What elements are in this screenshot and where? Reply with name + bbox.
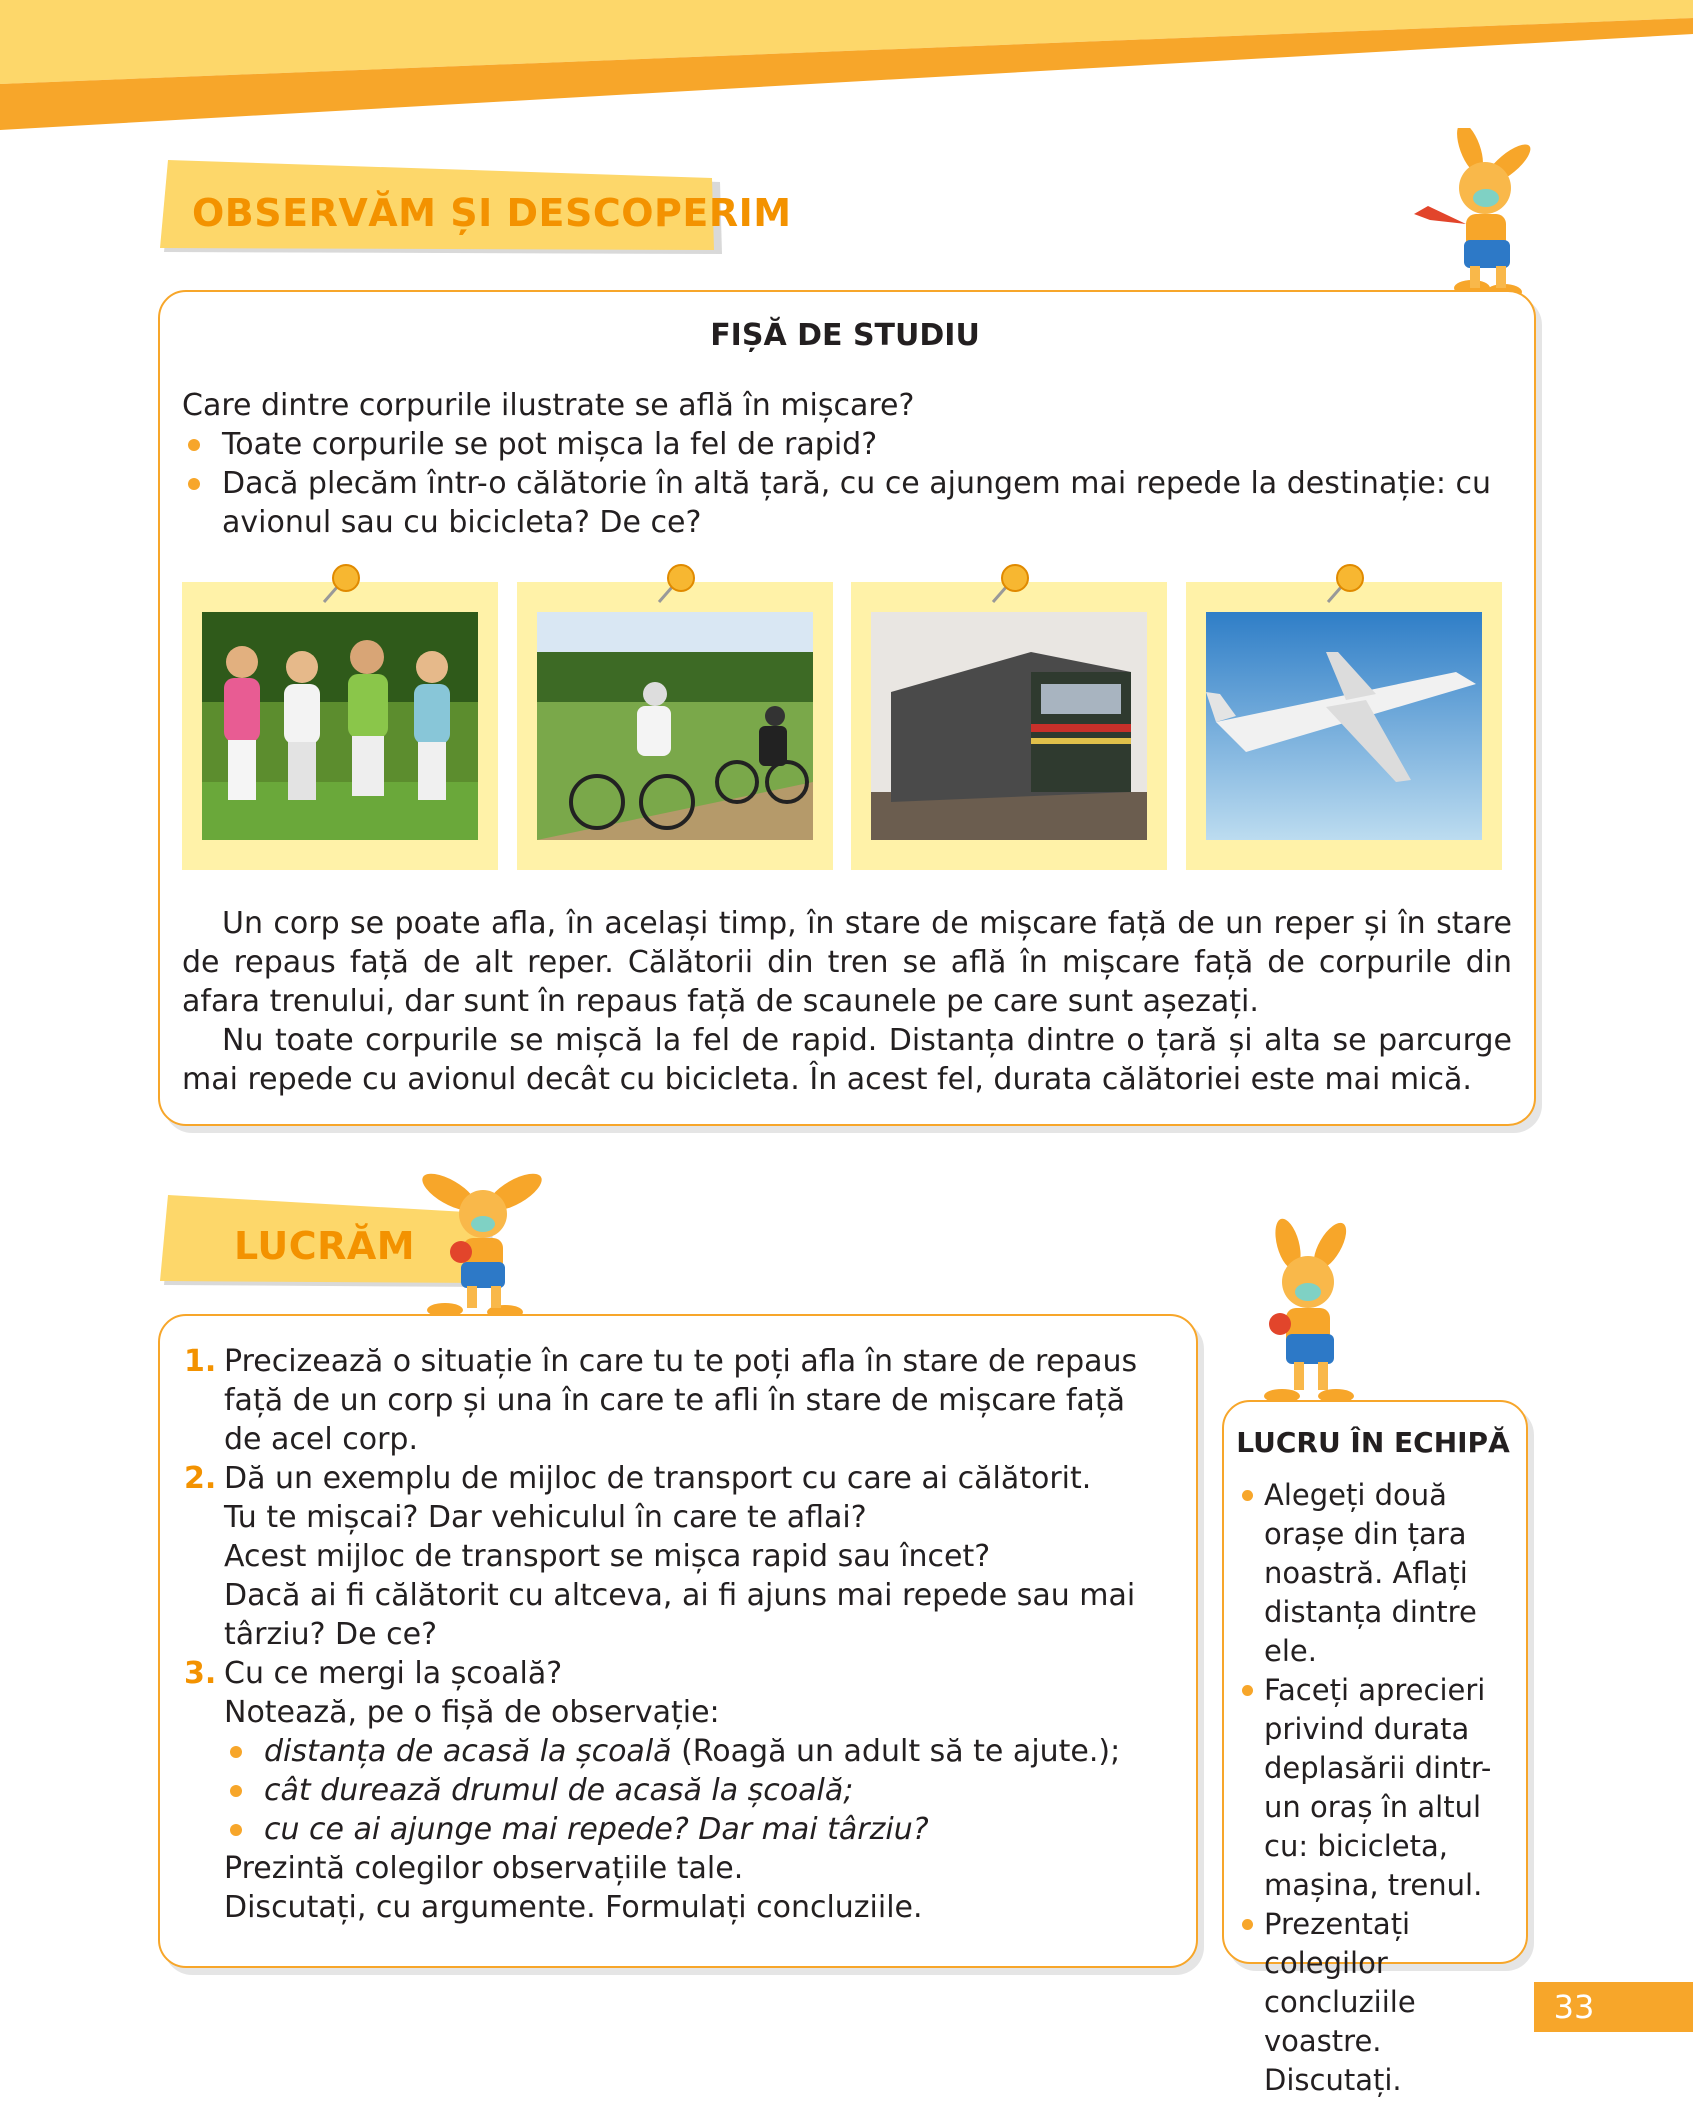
pushpin-icon [649,558,701,610]
exercise-number: 1. [184,1344,217,1379]
question-bullet: Dacă plecăm într-o călătorie în altă țară, cu ce ajungem mai repede la destinație: cu avionul sau cu bicicleta? De ce? [182,464,1512,542]
exercise-line: Notează, pe o fișă de observație: [224,1695,720,1730]
explanation-paragraph: Nu toate corpurile se mișcă la fel de rapid. Distanța dintre o țară și alta se parcurge mai repede cu avionul decât cu bicicleta. În acest fel, durata călătoriei este mai mică. [182,1023,1512,1097]
photo-frame-children [182,582,498,870]
pushpin-icon [1318,558,1370,610]
exercises-list [184,1342,1169,1927]
exercise-line: Tu te mișcai? Dar vehiculul în care te aflai? [224,1500,867,1535]
team-work-bullet: Alegeți două orașe din țara noastră. Aflați distanța dintre ele. [1242,1476,1507,1671]
page-number-tab [1534,1982,1693,2032]
pushpin-icon [314,558,366,610]
photo-train [871,612,1147,840]
team-work-bullet: Prezentați colegilor concluziile voastre. Discutați. [1242,1905,1507,2100]
exercise-text: Precizează o situație în care tu te poți afla în stare de repaus față de un corp și una în care te afli în stare de mișcare față de acel corp. [224,1344,1138,1457]
section-title-observam: OBSERVĂM ȘI DESCOPERIM [192,191,792,235]
study-sheet-explanation [182,904,1512,1099]
main-question: Care dintre corpurile ilustrate se află în mișcare? [182,388,915,423]
exercise-item [184,1342,1169,1459]
observation-bullet-note: (Roagă un adult să te ajute.); [671,1734,1121,1769]
exercise-number: 3. [184,1656,217,1691]
section-title-lucram: LUCRĂM [234,1224,416,1268]
explanation-paragraph: Un corp se poate afla, în același timp, în stare de mișcare față de un reper și în stare de repaus față de alt reper. Călătorii din tren se află în mișcare față de corpurile din afara trenului, dar sunt în repaus față de scaunele pe care sunt așezați. [182,906,1512,1019]
exercise-item [184,1654,1169,1693]
exercise-line: Prezintă colegilor observațiile tale. [224,1851,744,1886]
exercise-text: Dă un exemplu de mijloc de transport cu care ai călătorit. [224,1461,1092,1496]
top-decorative-band [0,0,1693,140]
photo-airplane [1206,612,1482,840]
study-sheet-questions [182,386,1512,542]
question-bullet: Toate corpurile se pot mișca la fel de rapid? [182,425,1512,464]
observation-bullet [184,1732,1169,1771]
rabbit-mascot-icon [1400,128,1550,308]
observation-bullet-italic: distanța de acasă la școală [264,1734,672,1769]
study-sheet-title: FIȘĂ DE STUDIU [710,318,980,353]
photo-cyclists [537,612,813,840]
team-work-list [1242,1476,1507,2100]
exercise-number: 2. [184,1461,217,1496]
page-number: 33 [1553,1988,1595,2026]
exercise-item [184,1459,1169,1498]
rabbit-mascot-icon [1240,1218,1380,1408]
exercise-line: Dacă ai fi călătorit cu altceva, ai fi ajuns mai repede sau mai târziu? De ce? [224,1578,1136,1652]
exercise-line: Discutați, cu argumente. Formulați concluziile. [224,1890,923,1925]
observation-bullet: cu ce ai ajunge mai repede? Dar mai târziu? [184,1810,1169,1849]
team-work-title: LUCRU ÎN ECHIPĂ [1236,1426,1510,1459]
photo-frame-cyclists [517,582,833,870]
exercise-line: Acest mijloc de transport se mișca rapid sau încet? [224,1539,991,1574]
team-work-bullet: Faceți aprecieri privind durata deplasării dintr-un oraș în altul cu: bicicleta, mașina, trenul. [1242,1671,1507,1905]
pushpin-icon [983,558,1035,610]
photo-frame-airplane [1186,582,1502,870]
exercise-text: Cu ce mergi la școală? [224,1656,563,1691]
photo-frame-train [851,582,1167,870]
observation-bullet: cât durează drumul de acasă la școală; [184,1771,1169,1810]
photo-running-children [202,612,478,840]
rabbit-mascot-icon [405,1162,555,1322]
